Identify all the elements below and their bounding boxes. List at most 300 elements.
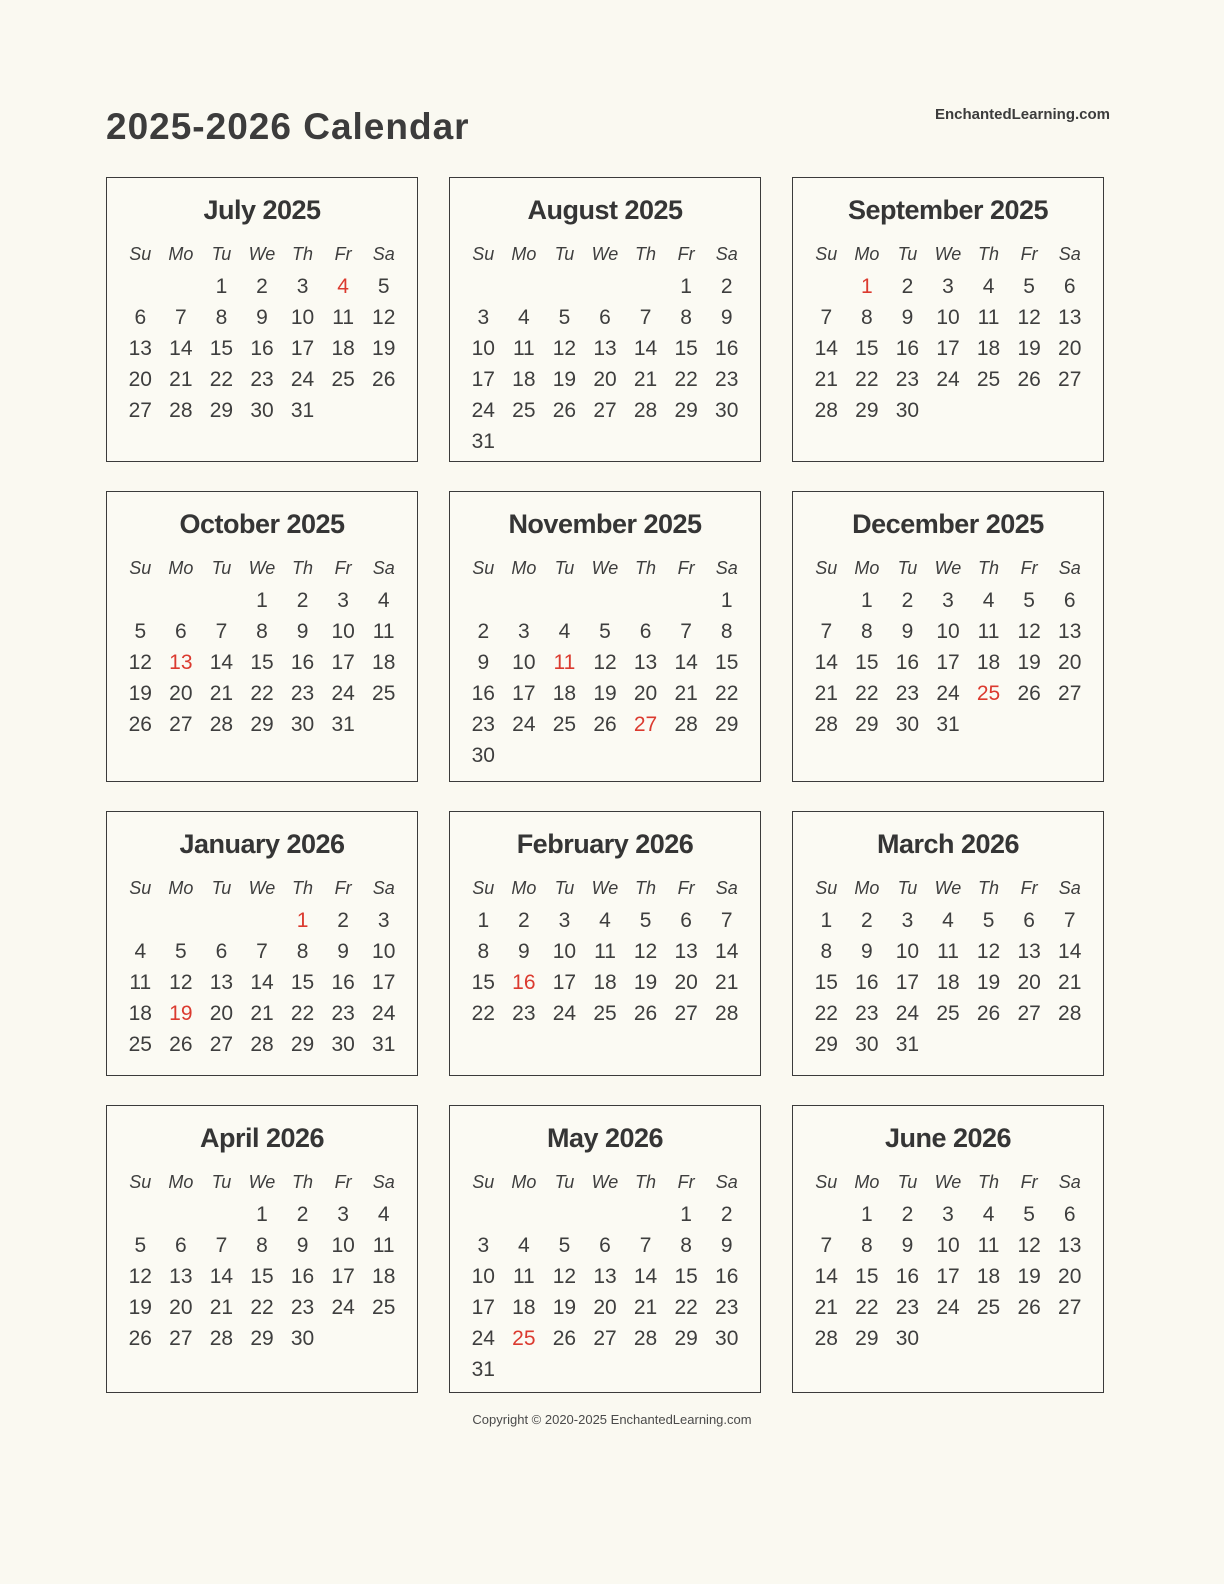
date-cell: 27 bbox=[128, 399, 152, 422]
date-cell: 29 bbox=[855, 1327, 879, 1350]
weekday-label: We bbox=[591, 1172, 619, 1192]
date-cell: 14 bbox=[814, 1265, 838, 1288]
date-cell: 19 bbox=[1017, 1265, 1041, 1288]
date-cell: 31 bbox=[471, 1358, 495, 1381]
date-cell: 7 bbox=[820, 1234, 833, 1257]
month-title: December 2025 bbox=[852, 509, 1044, 539]
week-row bbox=[120, 364, 404, 395]
date-cell: 12 bbox=[593, 651, 617, 674]
date-cell: 19 bbox=[552, 368, 577, 391]
date-cell: 16 bbox=[895, 337, 920, 360]
empty-cell bbox=[504, 271, 545, 302]
empty-cell bbox=[928, 395, 969, 426]
date-cell: 23 bbox=[855, 1002, 879, 1025]
weekday-label: Tu bbox=[211, 558, 232, 578]
date-cell: 31 bbox=[290, 399, 315, 422]
empty-cell bbox=[463, 1199, 504, 1230]
date-cell: 9 bbox=[901, 1234, 914, 1257]
date-cell: 3 bbox=[518, 620, 530, 643]
weekday-label: Su bbox=[472, 244, 495, 264]
month-box bbox=[449, 811, 761, 1076]
empty-cell bbox=[363, 709, 404, 740]
date-cell: 24 bbox=[936, 368, 960, 391]
date-cell: 30 bbox=[250, 399, 274, 422]
week-row bbox=[463, 364, 747, 395]
empty-cell bbox=[1009, 1323, 1050, 1354]
weekday-label: Th bbox=[292, 244, 314, 264]
date-cell: 11 bbox=[977, 306, 1000, 329]
date-cell: 1 bbox=[861, 1203, 873, 1226]
weekday-label: We bbox=[934, 878, 962, 898]
date-cell: 3 bbox=[377, 909, 390, 932]
empty-cell bbox=[666, 740, 707, 771]
date-cell: 1 bbox=[861, 589, 873, 612]
date-cell: 5 bbox=[1023, 1203, 1035, 1226]
month-box bbox=[792, 811, 1104, 1076]
date-cell: 13 bbox=[1058, 1234, 1082, 1257]
copyright-footer: Copyright © 2020-2025 EnchantedLearning.com bbox=[472, 1412, 752, 1427]
weekday-label: Th bbox=[978, 558, 1000, 578]
week-row bbox=[806, 647, 1090, 678]
date-cell: 16 bbox=[715, 337, 739, 360]
empty-cell bbox=[706, 426, 747, 457]
empty-cell bbox=[544, 1199, 585, 1230]
date-cell: 2 bbox=[337, 909, 349, 932]
week-row bbox=[463, 333, 747, 364]
week-row bbox=[806, 709, 1090, 740]
date-cell: 4 bbox=[982, 1203, 995, 1226]
weekday-label: We bbox=[248, 558, 276, 578]
weekday-header-row bbox=[463, 552, 747, 585]
date-cell: 30 bbox=[895, 1327, 920, 1350]
date-cell: 11 bbox=[332, 306, 355, 329]
week-row bbox=[120, 678, 404, 709]
date-cell: 28 bbox=[814, 1327, 838, 1350]
week-row bbox=[806, 395, 1090, 426]
date-cell: 15 bbox=[290, 971, 315, 994]
month-calendar bbox=[463, 238, 747, 457]
empty-cell bbox=[625, 271, 666, 302]
date-cell: 19 bbox=[552, 1296, 577, 1319]
date-cell: 10 bbox=[936, 1234, 960, 1257]
date-cell: 6 bbox=[599, 306, 611, 329]
date-cell: 24 bbox=[936, 1296, 960, 1319]
date-cell: 19 bbox=[1017, 651, 1041, 674]
week-row bbox=[120, 302, 404, 333]
date-cell: 24 bbox=[552, 1002, 577, 1025]
date-cell: 2 bbox=[861, 909, 873, 932]
date-cell: 7 bbox=[720, 909, 733, 932]
week-row bbox=[120, 333, 404, 364]
date-cell: 10 bbox=[471, 1265, 495, 1288]
empty-cell bbox=[625, 585, 666, 616]
date-cell: 21 bbox=[814, 682, 838, 705]
date-cell: 17 bbox=[936, 1265, 960, 1288]
date-cell: 9 bbox=[296, 1234, 309, 1257]
date-cell: 2 bbox=[477, 620, 490, 643]
date-cell: 12 bbox=[1017, 1234, 1041, 1257]
date-cell: 27 bbox=[1058, 368, 1082, 391]
date-cell: 8 bbox=[680, 1234, 692, 1257]
date-cell: 21 bbox=[814, 1296, 838, 1319]
date-cell: 11 bbox=[937, 940, 959, 963]
empty-cell bbox=[463, 585, 504, 616]
empty-cell bbox=[666, 426, 707, 457]
date-cell: 19 bbox=[1017, 337, 1041, 360]
date-cell: 11 bbox=[977, 620, 1000, 643]
month-calendar bbox=[463, 1166, 747, 1385]
month-calendar bbox=[120, 872, 404, 1060]
date-cell: 5 bbox=[982, 909, 995, 932]
date-cell: 20 bbox=[1058, 1265, 1082, 1288]
date-cell: 16 bbox=[250, 337, 274, 360]
date-cell: 16 bbox=[331, 971, 355, 994]
date-cell: 23 bbox=[715, 1296, 739, 1319]
date-cell: 16 bbox=[290, 1265, 315, 1288]
date-cell: 30 bbox=[290, 1327, 315, 1350]
empty-cell bbox=[585, 1199, 626, 1230]
date-cell: 12 bbox=[372, 306, 396, 329]
holiday-date-cell: 19 bbox=[169, 1002, 193, 1025]
weekday-label: Fr bbox=[1020, 1172, 1038, 1192]
week-row bbox=[806, 302, 1090, 333]
date-cell: 14 bbox=[814, 651, 838, 674]
weekday-label: Su bbox=[472, 878, 495, 898]
date-cell: 13 bbox=[169, 1265, 193, 1288]
weekday-label: Sa bbox=[1058, 878, 1081, 898]
empty-cell bbox=[463, 271, 504, 302]
weekday-label: Mo bbox=[511, 558, 537, 578]
date-cell: 10 bbox=[936, 306, 960, 329]
date-cell: 8 bbox=[215, 306, 228, 329]
week-row bbox=[806, 905, 1090, 936]
date-cell: 18 bbox=[593, 971, 617, 994]
date-cell: 29 bbox=[250, 1327, 274, 1350]
week-row bbox=[120, 905, 404, 936]
date-cell: 13 bbox=[209, 971, 234, 994]
date-cell: 13 bbox=[128, 337, 152, 360]
weekday-label: Tu bbox=[554, 1172, 575, 1192]
week-row bbox=[463, 740, 747, 771]
date-cell: 10 bbox=[552, 940, 577, 963]
weekday-label: Mo bbox=[854, 878, 880, 898]
date-cell: 8 bbox=[861, 620, 873, 643]
date-cell: 17 bbox=[331, 651, 355, 674]
weekday-label: Mo bbox=[168, 1172, 194, 1192]
date-cell: 17 bbox=[512, 682, 536, 705]
date-cell: 1 bbox=[215, 275, 228, 298]
date-cell: 9 bbox=[296, 620, 309, 643]
empty-cell bbox=[161, 1199, 202, 1230]
date-cell: 25 bbox=[976, 368, 1001, 391]
date-cell: 21 bbox=[633, 1296, 658, 1319]
empty-cell bbox=[120, 1199, 161, 1230]
date-cell: 23 bbox=[895, 368, 920, 391]
date-cell: 12 bbox=[128, 1265, 152, 1288]
weekday-label: Su bbox=[129, 878, 152, 898]
date-cell: 17 bbox=[471, 1296, 495, 1319]
date-cell: 14 bbox=[633, 1265, 658, 1288]
weekday-label: Mo bbox=[854, 1172, 880, 1192]
holiday-date-cell: 25 bbox=[976, 682, 1001, 705]
date-cell: 2 bbox=[296, 1203, 309, 1226]
date-cell: 19 bbox=[372, 337, 396, 360]
date-cell: 24 bbox=[290, 368, 315, 391]
weekday-label: Fr bbox=[1020, 558, 1038, 578]
month-calendar bbox=[806, 552, 1090, 740]
week-row bbox=[463, 395, 747, 426]
weekday-label: Fr bbox=[334, 878, 352, 898]
empty-cell bbox=[1009, 1029, 1050, 1060]
date-cell: 23 bbox=[250, 368, 274, 391]
week-row bbox=[120, 936, 404, 967]
date-cell: 14 bbox=[209, 1265, 234, 1288]
date-cell: 24 bbox=[331, 1296, 355, 1319]
empty-cell bbox=[968, 1029, 1009, 1060]
date-cell: 22 bbox=[250, 1296, 274, 1319]
date-cell: 6 bbox=[1063, 589, 1076, 612]
weekday-label: Fr bbox=[334, 558, 352, 578]
date-cell: 27 bbox=[593, 1327, 617, 1350]
date-cell: 12 bbox=[552, 337, 577, 360]
date-cell: 24 bbox=[512, 713, 536, 736]
month-title: August 2025 bbox=[527, 195, 683, 225]
week-row bbox=[806, 1199, 1090, 1230]
date-cell: 6 bbox=[1063, 1203, 1076, 1226]
date-cell: 25 bbox=[976, 1296, 1001, 1319]
empty-cell bbox=[1009, 395, 1050, 426]
date-cell: 20 bbox=[593, 1296, 617, 1319]
weekday-label: We bbox=[248, 244, 276, 264]
weekday-header-row bbox=[806, 238, 1090, 271]
empty-cell bbox=[585, 1354, 626, 1385]
date-cell: 31 bbox=[936, 713, 960, 736]
empty-cell bbox=[323, 395, 364, 426]
date-cell: 20 bbox=[593, 368, 617, 391]
date-cell: 7 bbox=[215, 1234, 228, 1257]
date-cell: 8 bbox=[680, 306, 692, 329]
empty-cell bbox=[585, 585, 626, 616]
date-cell: 23 bbox=[471, 713, 495, 736]
date-cell: 28 bbox=[633, 399, 658, 422]
date-cell: 28 bbox=[1058, 1002, 1082, 1025]
weekday-label: Sa bbox=[1058, 558, 1081, 578]
month-title: March 2026 bbox=[876, 829, 1020, 859]
weekday-label: Su bbox=[815, 878, 838, 898]
month-box bbox=[106, 811, 418, 1076]
date-cell: 15 bbox=[814, 971, 838, 994]
week-row bbox=[806, 364, 1090, 395]
date-cell: 8 bbox=[296, 940, 309, 963]
date-cell: 20 bbox=[209, 1002, 234, 1025]
date-cell: 4 bbox=[377, 1203, 390, 1226]
week-row bbox=[463, 1354, 747, 1385]
date-cell: 26 bbox=[552, 399, 577, 422]
date-cell: 12 bbox=[128, 651, 152, 674]
date-cell: 17 bbox=[936, 651, 960, 674]
date-cell: 27 bbox=[593, 399, 617, 422]
date-cell: 16 bbox=[715, 1265, 739, 1288]
empty-cell bbox=[1049, 1323, 1090, 1354]
week-row bbox=[463, 302, 747, 333]
week-row bbox=[120, 709, 404, 740]
date-cell: 10 bbox=[512, 651, 536, 674]
date-cell: 30 bbox=[895, 399, 920, 422]
date-cell: 23 bbox=[512, 1002, 536, 1025]
date-cell: 25 bbox=[372, 682, 396, 705]
holiday-date-cell: 1 bbox=[861, 275, 873, 298]
date-cell: 20 bbox=[1017, 971, 1041, 994]
date-cell: 16 bbox=[895, 651, 920, 674]
date-cell: 9 bbox=[337, 940, 349, 963]
date-cell: 21 bbox=[209, 1296, 234, 1319]
empty-cell bbox=[585, 271, 626, 302]
holiday-date-cell: 25 bbox=[512, 1327, 536, 1350]
date-cell: 20 bbox=[169, 682, 193, 705]
weekday-label: Sa bbox=[715, 878, 738, 898]
date-cell: 22 bbox=[855, 368, 879, 391]
weekday-label: Th bbox=[635, 1172, 657, 1192]
weekday-label: Fr bbox=[334, 1172, 352, 1192]
week-row bbox=[806, 1292, 1090, 1323]
date-cell: 26 bbox=[128, 1327, 152, 1350]
date-cell: 27 bbox=[209, 1033, 234, 1056]
date-cell: 25 bbox=[936, 1002, 960, 1025]
date-cell: 25 bbox=[593, 1002, 617, 1025]
month-title: November 2025 bbox=[508, 509, 702, 539]
date-cell: 16 bbox=[471, 682, 495, 705]
month-box bbox=[792, 491, 1104, 782]
date-cell: 12 bbox=[552, 1265, 577, 1288]
empty-cell bbox=[363, 1323, 404, 1354]
date-cell: 7 bbox=[820, 620, 833, 643]
week-row bbox=[120, 585, 404, 616]
date-cell: 21 bbox=[715, 971, 739, 994]
date-cell: 17 bbox=[290, 337, 315, 360]
date-cell: 12 bbox=[1017, 620, 1041, 643]
weekday-header-row bbox=[806, 872, 1090, 905]
date-cell: 29 bbox=[290, 1033, 315, 1056]
weekday-label: Tu bbox=[554, 558, 575, 578]
empty-cell bbox=[161, 271, 202, 302]
date-cell: 9 bbox=[901, 620, 914, 643]
date-cell: 19 bbox=[128, 1296, 152, 1319]
weekday-label: We bbox=[591, 558, 619, 578]
date-cell: 1 bbox=[680, 1203, 692, 1226]
date-cell: 31 bbox=[372, 1033, 396, 1056]
weekday-label: Su bbox=[129, 1172, 152, 1192]
empty-cell bbox=[706, 740, 747, 771]
date-cell: 27 bbox=[1058, 1296, 1082, 1319]
week-row bbox=[120, 998, 404, 1029]
date-cell: 21 bbox=[1058, 971, 1082, 994]
date-cell: 13 bbox=[593, 337, 617, 360]
weekday-label: Tu bbox=[211, 1172, 232, 1192]
empty-cell bbox=[504, 1199, 545, 1230]
date-cell: 28 bbox=[169, 399, 193, 422]
week-row bbox=[806, 333, 1090, 364]
weekday-label: We bbox=[248, 878, 276, 898]
date-cell: 14 bbox=[250, 971, 274, 994]
weekday-label: Th bbox=[635, 244, 657, 264]
date-cell: 2 bbox=[901, 1203, 914, 1226]
date-cell: 28 bbox=[715, 1002, 739, 1025]
date-cell: 5 bbox=[599, 620, 611, 643]
date-cell: 13 bbox=[1058, 620, 1082, 643]
date-cell: 27 bbox=[169, 1327, 193, 1350]
weekday-label: Mo bbox=[168, 558, 194, 578]
weekday-header-row bbox=[463, 872, 747, 905]
week-row bbox=[463, 936, 747, 967]
date-cell: 30 bbox=[290, 713, 315, 736]
month-box bbox=[106, 1105, 418, 1393]
weekday-label: Mo bbox=[511, 244, 537, 264]
date-cell: 2 bbox=[296, 589, 309, 612]
date-cell: 14 bbox=[674, 651, 698, 674]
weekday-header-row bbox=[806, 552, 1090, 585]
week-row bbox=[463, 426, 747, 457]
date-cell: 4 bbox=[377, 589, 390, 612]
date-cell: 2 bbox=[720, 275, 733, 298]
date-cell: 18 bbox=[936, 971, 960, 994]
date-cell: 11 bbox=[129, 971, 152, 994]
date-cell: 22 bbox=[209, 368, 234, 391]
date-cell: 24 bbox=[936, 682, 960, 705]
date-cell: 19 bbox=[976, 971, 1001, 994]
empty-cell bbox=[928, 1029, 969, 1060]
week-row bbox=[120, 647, 404, 678]
date-cell: 25 bbox=[552, 713, 577, 736]
empty-cell bbox=[544, 271, 585, 302]
date-cell: 18 bbox=[512, 368, 536, 391]
date-cell: 15 bbox=[855, 1265, 879, 1288]
empty-cell bbox=[201, 1199, 242, 1230]
date-cell: 19 bbox=[633, 971, 658, 994]
date-cell: 28 bbox=[209, 1327, 234, 1350]
date-cell: 29 bbox=[855, 399, 879, 422]
date-cell: 10 bbox=[331, 1234, 355, 1257]
empty-cell bbox=[161, 585, 202, 616]
week-row bbox=[463, 271, 747, 302]
empty-cell bbox=[1009, 709, 1050, 740]
date-cell: 25 bbox=[128, 1033, 152, 1056]
date-cell: 13 bbox=[1058, 306, 1082, 329]
weekday-label: Th bbox=[978, 878, 1000, 898]
date-cell: 31 bbox=[331, 713, 355, 736]
date-cell: 30 bbox=[855, 1033, 879, 1056]
empty-cell bbox=[544, 740, 585, 771]
date-cell: 12 bbox=[976, 940, 1001, 963]
date-cell: 1 bbox=[256, 1203, 268, 1226]
empty-cell bbox=[706, 1354, 747, 1385]
date-cell: 7 bbox=[820, 306, 833, 329]
weekday-label: Sa bbox=[372, 1172, 395, 1192]
weekday-label: Tu bbox=[211, 878, 232, 898]
date-cell: 30 bbox=[715, 399, 739, 422]
date-cell: 24 bbox=[471, 1327, 495, 1350]
week-row bbox=[806, 1230, 1090, 1261]
weekday-label: Sa bbox=[372, 244, 395, 264]
empty-cell bbox=[544, 426, 585, 457]
weekday-label: Tu bbox=[211, 244, 232, 264]
weekday-label: Tu bbox=[897, 878, 918, 898]
date-cell: 11 bbox=[372, 620, 395, 643]
date-cell: 30 bbox=[715, 1327, 739, 1350]
date-cell: 8 bbox=[477, 940, 490, 963]
date-cell: 3 bbox=[337, 1203, 349, 1226]
weekday-label: Tu bbox=[897, 558, 918, 578]
date-cell: 9 bbox=[720, 1234, 733, 1257]
